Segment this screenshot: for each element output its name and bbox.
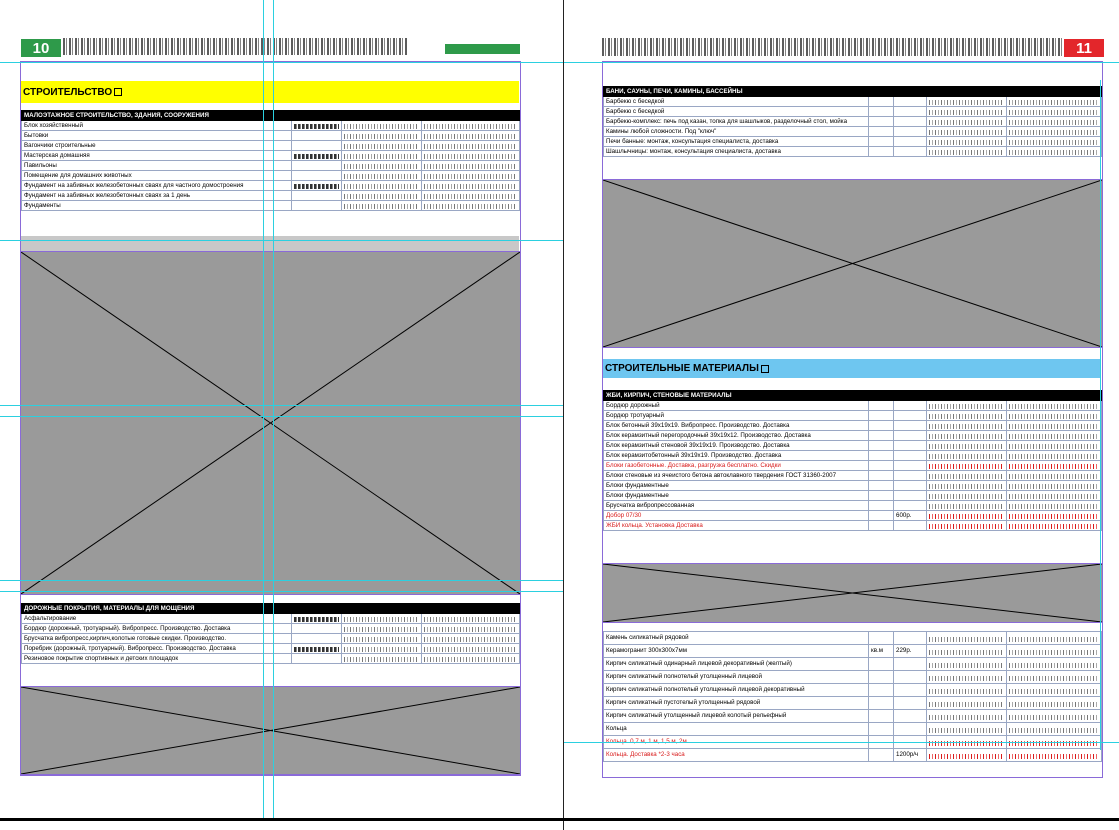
spread-divider: [563, 0, 564, 830]
row-unit: [869, 697, 894, 710]
left-table-roads: [21, 603, 520, 664]
row-label: Блоки газобетонные. Доставка, разгрузка бесплатно. Скидки: [604, 461, 869, 471]
row-price: [894, 501, 927, 511]
table-row: [604, 421, 1102, 431]
row-unit: [869, 723, 894, 736]
table-row: [604, 723, 1102, 736]
table-row: [22, 644, 520, 654]
guide-line: [0, 405, 563, 406]
row-unit: [869, 501, 894, 511]
guide-line: [0, 62, 563, 63]
row-unit: [869, 471, 894, 481]
row-label: Фундаменты: [22, 201, 292, 211]
row-label: Вагончики строительные: [22, 141, 292, 151]
row-label: Печи банные: монтаж, консультация специалиста, доставка: [604, 137, 869, 147]
table-header: ДОРОЖНЫЕ ПОКРЫТИЯ, МАТЕРИАЛЫ ДЛЯ МОЩЕНИЯ: [22, 604, 292, 614]
row-price: [894, 471, 927, 481]
table-header: БАНИ, САУНЫ, ПЕЧИ, КАМИНЫ, БАССЕЙНЫ: [604, 87, 869, 97]
row-unit: [869, 481, 894, 491]
row-label: Мастерская домашняя: [22, 151, 292, 161]
row-unit: кв.м: [869, 645, 894, 658]
row-label: Бордюр тротуарный: [604, 411, 869, 421]
row-unit: [869, 521, 894, 531]
checkbox-icon: [761, 365, 769, 373]
row-label: Блок керамзитный перегородочный 39х19х12. Производство. Доставка: [604, 431, 869, 441]
row-unit: [869, 421, 894, 431]
row-unit: [869, 491, 894, 501]
table-row: [604, 658, 1102, 671]
table-row: [604, 127, 1102, 137]
placeholder-cross-icon: [21, 252, 520, 594]
right-section-title: [603, 359, 1101, 378]
row-label: Фундамент на забивных железобетонных сваях для частного домостроения: [22, 181, 292, 191]
table-row: [604, 481, 1102, 491]
row-label: Шашлычницы: монтаж, консультация специалиста, доставка: [604, 147, 869, 157]
left-image-placeholder-small: [20, 686, 521, 775]
row-price: [894, 411, 927, 421]
table-row: [22, 151, 520, 161]
row-label: Асфальтирование: [22, 614, 292, 624]
row-unit: [869, 632, 894, 645]
table-row: [604, 461, 1102, 471]
table-row: [604, 107, 1102, 117]
right-image-placeholder-1: [602, 179, 1103, 348]
row-label: Кольца: [604, 723, 869, 736]
row-label: Блок хозяйственный: [22, 121, 292, 131]
left-page-number: 10: [21, 39, 61, 57]
row-label: Фундамент на забивных железобетонных сваях за 1 день: [22, 191, 292, 201]
right-section-title-text: СТРОИТЕЛЬНЫЕ МАТЕРИАЛЫ: [605, 363, 759, 374]
row-price: [894, 421, 927, 431]
table-row: [604, 671, 1102, 684]
row-label: Блок керамзитобетонный 39х19х19. Производство. Доставка: [604, 451, 869, 461]
table-row: [604, 451, 1102, 461]
table-row: [604, 97, 1102, 107]
table-row: [22, 141, 520, 151]
placeholder-cross-icon: [603, 564, 1102, 622]
row-label: Бытовки: [22, 131, 292, 141]
table-row: [22, 201, 520, 211]
row-price: 229р.: [894, 645, 927, 658]
row-label: Кирпич силикатный полнотелый утолщенный лицевой декоративный: [604, 684, 869, 697]
row-label: Камины любой сложности. Под "ключ": [604, 127, 869, 137]
row-label: Барбекю с беседкой: [604, 97, 869, 107]
row-price: [894, 461, 927, 471]
row-label: Блоки фундаментные: [604, 481, 869, 491]
right-page-number: 11: [1064, 39, 1104, 57]
row-label: Бордюр (дорожный, тротуарный). Вибропресс. Производство. Доставка: [22, 624, 292, 634]
row-label: Резиновое покрытие спортивных и детских площадок: [22, 654, 292, 664]
left-section-title: [21, 81, 519, 103]
row-unit: [869, 461, 894, 471]
table-row: [604, 521, 1102, 531]
guide-line: [263, 0, 264, 818]
table-row: [604, 117, 1102, 127]
placeholder-cross-icon: [603, 180, 1102, 347]
row-label: Блок керамзитный стеновой 39х19х19. Производство. Доставка: [604, 441, 869, 451]
row-unit: [869, 511, 894, 521]
row-label: Кирпич силикатный одинарный лицевой декоративный (желтый): [604, 658, 869, 671]
row-unit: [869, 671, 894, 684]
row-label: Брусчатка вибропресс,кирпич,колотые готовые скидки. Производство.: [22, 634, 292, 644]
row-label: Павильоны: [22, 161, 292, 171]
table-row: [604, 749, 1102, 762]
row-price: 1200р/ч: [894, 749, 927, 762]
guide-line: [564, 742, 1119, 743]
table-row: [22, 131, 520, 141]
row-price: [894, 431, 927, 441]
row-label: Барбекю с беседкой: [604, 107, 869, 117]
table-row: [604, 147, 1102, 157]
table-row: [22, 191, 520, 201]
table-row: [604, 401, 1102, 411]
row-label: ЖБИ кольца. Установка Доставка: [604, 521, 869, 531]
row-price: [894, 441, 927, 451]
table-row: [604, 632, 1102, 645]
row-label: Бордюр дорожный: [604, 401, 869, 411]
table-row: [604, 710, 1102, 723]
guide-line: [0, 416, 563, 417]
left-header-garbled-text: [63, 38, 408, 55]
left-table-construction: [21, 110, 520, 211]
row-price: [894, 658, 927, 671]
table-row: [604, 491, 1102, 501]
row-unit: [869, 411, 894, 421]
table-row: [604, 411, 1102, 421]
checkbox-icon: [114, 88, 122, 96]
row-label: Кольца. Доставка *2-3 часа: [604, 749, 869, 762]
row-label: Брусчатка вибропрессованная: [604, 501, 869, 511]
placeholder-cross-icon: [21, 687, 520, 774]
row-price: [894, 723, 927, 736]
row-label: Кирпич силикатный пустотелый утолщенный рядовой: [604, 697, 869, 710]
row-unit: [869, 441, 894, 451]
table-row: [604, 645, 1102, 658]
table-row: [604, 137, 1102, 147]
row-price: [894, 632, 927, 645]
guide-line: [1100, 80, 1101, 750]
row-label: Поребрик (дорожный, тротуарный). Вибропресс. Производство. Доставка: [22, 644, 292, 654]
table-row: [604, 684, 1102, 697]
row-price: [894, 491, 927, 501]
left-image-placeholder-large: [20, 251, 521, 595]
table-row: [604, 471, 1102, 481]
row-unit: [869, 401, 894, 411]
bottom-edge-bar: [0, 818, 1119, 821]
row-label: Керамогранит 300х300х7мм: [604, 645, 869, 658]
row-unit: [869, 431, 894, 441]
row-price: [894, 684, 927, 697]
row-label: Блоки стеновые из ячеистого бетона автоклавного твердения ГОСТ 31360-2007: [604, 471, 869, 481]
right-table-materials: [603, 390, 1102, 531]
row-label: Кирпич силикатный полнотелый утолщенный лицевой: [604, 671, 869, 684]
row-price: [894, 710, 927, 723]
row-label: Барбекю-комплекс: печь под казан, топка для шашлыков, разделочный стол, мойка: [604, 117, 869, 127]
row-label: Помещение для домашних животных: [22, 171, 292, 181]
left-section-title-text: СТРОИТЕЛЬСТВО: [23, 86, 113, 98]
table-row: [22, 614, 520, 624]
row-price: [894, 521, 927, 531]
row-price: [894, 671, 927, 684]
guide-line: [0, 240, 563, 241]
table-header: МАЛОЭТАЖНОЕ СТРОИТЕЛЬСТВО, ЗДАНИЯ, СООРУЖЕНИЯ: [22, 111, 292, 121]
guide-line: [0, 591, 563, 592]
row-unit: [869, 684, 894, 697]
row-price: [894, 697, 927, 710]
row-label: Кирпич силикатный утолщенный лицевой колотый рельефный: [604, 710, 869, 723]
table-row: [604, 511, 1102, 521]
table-row: [604, 441, 1102, 451]
row-unit: [869, 451, 894, 461]
table-header: ЖБИ, КИРПИЧ, СТЕНОВЫЕ МАТЕРИАЛЫ: [604, 391, 869, 401]
guide-line: [564, 62, 1119, 63]
row-label: Блок бетонный 39х19х19. Вибропресс. Производство. Доставка: [604, 421, 869, 431]
row-unit: [869, 749, 894, 762]
table-row: [22, 634, 520, 644]
row-price: [894, 481, 927, 491]
table-row: [604, 697, 1102, 710]
row-label: Блоки фундаментные: [604, 491, 869, 501]
row-price: [894, 401, 927, 411]
row-price: 600р.: [894, 511, 927, 521]
table-row: [604, 501, 1102, 511]
table-row: [22, 181, 520, 191]
guide-line: [273, 0, 274, 818]
row-label: Камень силикатный рядовой: [604, 632, 869, 645]
right-header-garbled-text: [602, 38, 1062, 56]
left-gray-bar: [21, 236, 519, 251]
row-label: Добор 07/30: [604, 511, 869, 521]
row-unit: [869, 710, 894, 723]
row-unit: [869, 658, 894, 671]
row-price: [894, 451, 927, 461]
table-row: [22, 171, 520, 181]
table-row: [22, 161, 520, 171]
table-row: [22, 654, 520, 664]
right-image-placeholder-2: [602, 563, 1103, 623]
right-table-saunas: [603, 86, 1102, 157]
guide-line: [0, 580, 563, 581]
table-row: [604, 431, 1102, 441]
table-row: [22, 624, 520, 634]
table-row: [22, 121, 520, 131]
left-header-badge: [445, 44, 520, 54]
